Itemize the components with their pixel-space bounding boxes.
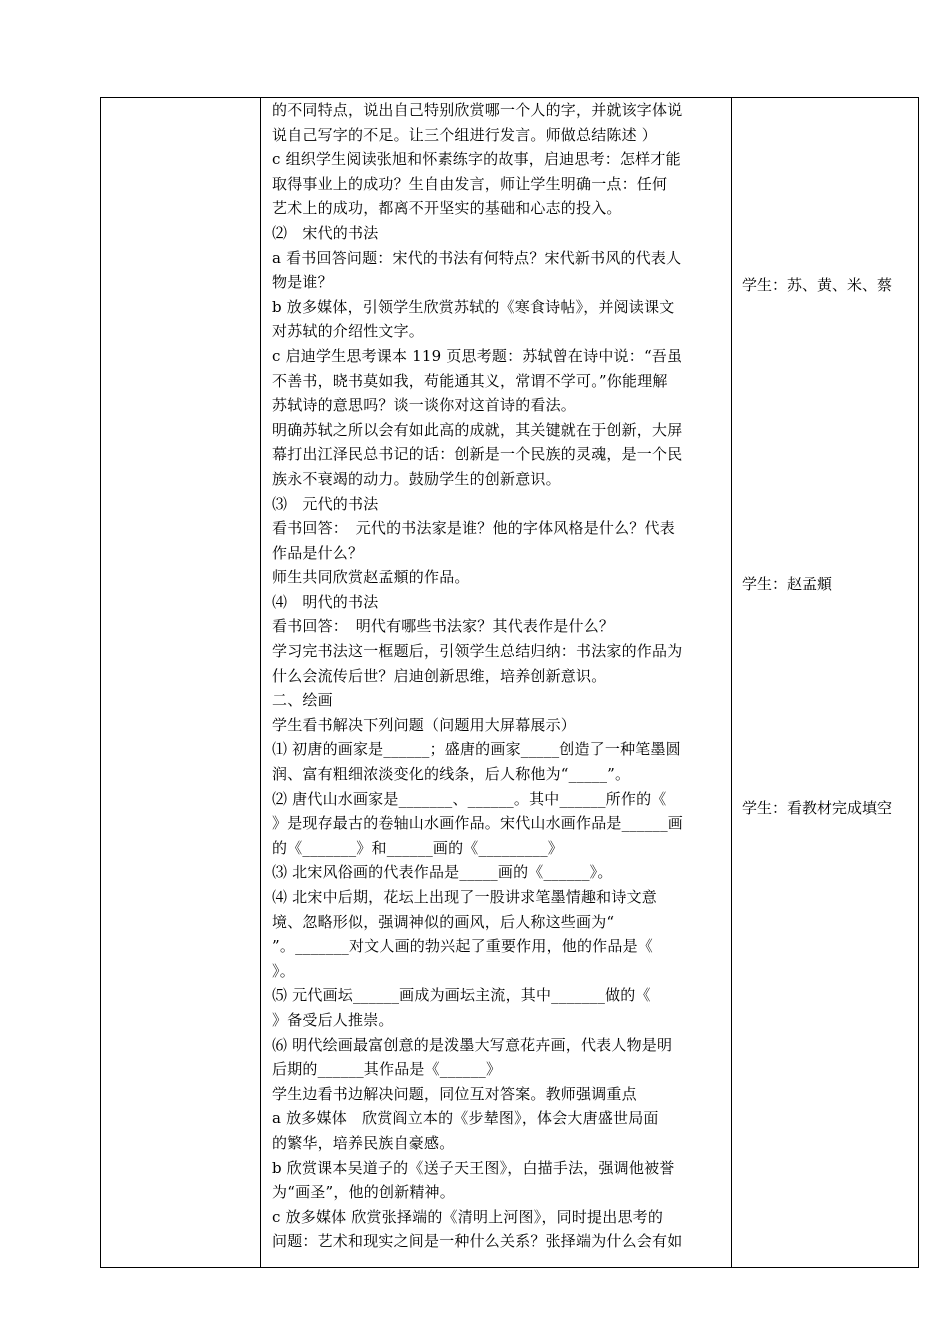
text-line: 》是现存最古的卷轴山水画作品。宋代山水画作品是______画: [272, 814, 684, 833]
text-line: 看书回答： 明代有哪些书法家？其代表作是什么？: [272, 617, 615, 636]
text-line: c 放多媒体 欣赏张择端的《清明上河图》，同时提出思考的: [272, 1207, 664, 1226]
text-line: 看书回答： 元代的书法家是谁？他的字体风格是什么？代表: [272, 519, 675, 538]
text-line: 学生边看书边解决问题，同位互对答案。教师强调重点: [272, 1084, 637, 1103]
text-line: 明确苏轼之所以会有如此高的成就，其关键就在于创新，大屏: [272, 420, 683, 439]
text-line: 学习完书法这一框题后，引领学生总结归纳：书法家的作品为: [272, 642, 683, 661]
text-line: ⑵ 宋代的书法: [272, 223, 379, 242]
text-line: 幕打出江泽民总书记的话：创新是一个民族的灵魂，是一个民: [272, 445, 683, 464]
text-line: ”。_______对文人画的勃兴起了重要作用，他的作品是《: [272, 937, 653, 956]
text-line: 艺术上的成功，都离不开坚实的基础和心志的投入。: [272, 199, 622, 218]
text-line: 物是谁？: [272, 273, 333, 292]
text-line: 的《_______》和______画的《_________》: [272, 838, 564, 857]
text-line: 的繁华，培养民族自豪感。: [272, 1133, 455, 1152]
text-line: 苏轼诗的意思吗？谈一谈你对这首诗的看法。: [272, 396, 577, 415]
lesson-table: [100, 97, 919, 1268]
text-line: b 放多媒体，引领学生欣赏苏轼的《寒食诗帖》，并阅读课文: [272, 297, 675, 316]
text-line: 的不同特点，说出自己特别欣赏哪一个人的字，并就该字体说: [272, 101, 683, 119]
text-line: a 看书回答问题：宋代的书法有何特点？宋代新书风的代表人: [272, 248, 682, 267]
text-line: ⑵ 唐代山水画家是_______、______。其中______所作的《: [272, 789, 667, 808]
text-line: 为“画圣”，他的创新精神。: [272, 1183, 455, 1202]
text-line: b 欣赏课本吴道子的《送子天王图》，白描手法，强调他被誉: [272, 1158, 675, 1177]
text-line: 后期的______其作品是《______》: [272, 1060, 502, 1079]
text-line: ⑷ 明代的书法: [272, 592, 379, 611]
text-line: 二、绘画: [272, 691, 333, 710]
text-line: 师生共同欣赏赵孟頫的作品。: [272, 568, 470, 587]
text-line: 境、忽略形似，强调神似的画风，后人称这些画为“: [272, 912, 615, 931]
text-line: ⑶ 元代的书法: [272, 494, 379, 513]
text-line: 不善书，晓书莫如我，苟能通其义，常谓不学可。”你能理解: [272, 371, 668, 390]
text-line: 说自己写字的不足。让三个组进行发言。师做总结陈述 ）: [272, 125, 657, 144]
text-line: a 放多媒体 欣赏阎立本的《步辇图》，体会大唐盛世局面: [272, 1109, 659, 1128]
text-line: ⑸ 元代画坛______画成为画坛主流，其中_______做的《: [272, 986, 651, 1005]
student-note: 学生：赵孟頫: [742, 575, 833, 593]
text-line: ⑴ 初唐的画家是______；盛唐的画家_____创造了一种笔墨圆: [272, 740, 681, 759]
text-line: ⑷ 北宋中后期，花坛上出现了一股讲求笔墨情趣和诗文意: [272, 888, 657, 906]
text-line: c 启迪学生思考课本 119 页思考题：苏轼曾在诗中说：“吾虽: [272, 346, 683, 365]
text-line: 对苏轼的介绍性文字。: [272, 322, 425, 341]
text-line: 族永不衰竭的动力。鼓励学生的创新意识。: [272, 469, 561, 488]
student-note: 学生：看教材完成填空: [742, 799, 893, 817]
text-line: 取得事业上的成功？生自由发言，师让学生明确一点：任何: [272, 174, 668, 193]
text-line: ⑹ 明代绘画最富创意的是泼墨大写意花卉画，代表人物是明: [272, 1035, 673, 1054]
text-line: c 组织学生阅读张旭和怀素练字的故事，启迪思考：怎样才能: [272, 150, 681, 169]
teaching-process-column: [272, 98, 727, 1254]
text-line: 问题：艺术和现实之间是一种什么关系？张择端为什么会有如: [272, 1232, 683, 1251]
text-line: 作品是什么？: [272, 543, 364, 562]
text-line: ⑶ 北宋风俗画的代表作品是_____画的《______》。: [272, 863, 613, 882]
text-line: 》备受后人推崇。: [272, 1010, 394, 1029]
text-line: 什么会流传后世？启迪创新思维，培养创新意识。: [272, 666, 607, 685]
student-note: 学生：苏、黄、米、蔡: [742, 276, 893, 294]
text-line: 润、富有粗细浓淡变化的线条，后人称他为“_____”。: [272, 765, 631, 784]
column-divider-left: [260, 98, 261, 1267]
column-divider-right: [731, 98, 732, 1267]
text-line: 》。: [272, 961, 295, 980]
text-line: 学生看书解决下列问题（问题用大屏幕展示）: [272, 715, 577, 734]
